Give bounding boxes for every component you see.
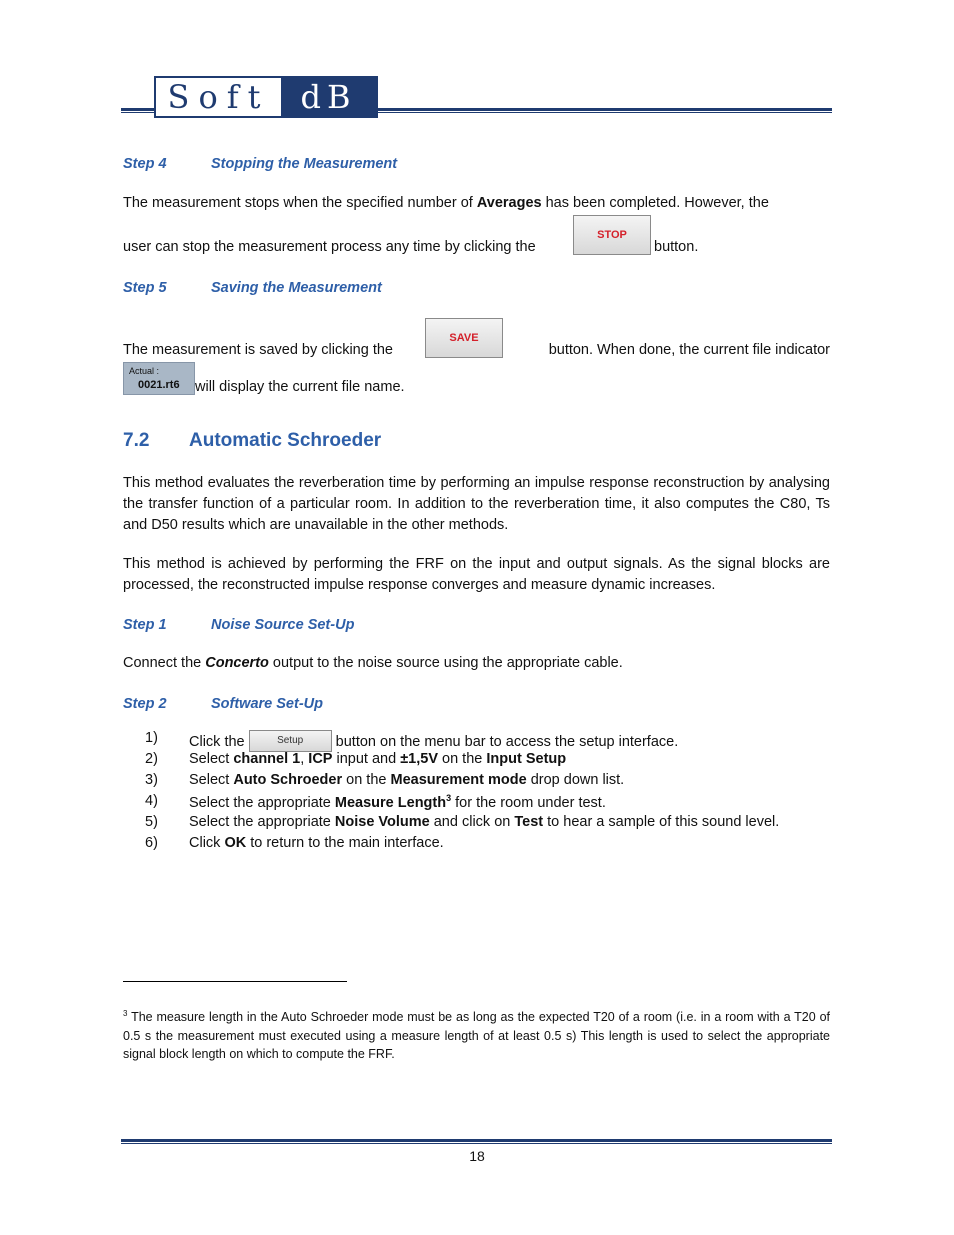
paragraph-1: This method evaluates the reverberation time by performing an impulse response reconstruction by analysing the transfer function of a particular room. In addition to the reverberation time, it also computes the C80, Ts and D50 results which are unavailable in the other methods.	[123, 475, 830, 533]
step1-label: Step 1	[123, 617, 167, 633]
section-number: 7.2	[123, 430, 150, 451]
step4-para-line1	[123, 195, 830, 211]
logo-db: dB	[281, 78, 376, 116]
step5-para-line2: Actual : 0021.rt6 will display the current file name.	[123, 362, 830, 396]
step5-label: Step 5	[123, 280, 167, 296]
text: The measurement stops when the specified number of Averages has been completed. However, the	[123, 195, 769, 211]
step5-para-line1: The measurement is saved by clicking the SAVE button. When done, the current file indicator	[123, 318, 830, 360]
step4-label: Step 4	[123, 156, 167, 172]
current-file-indicator: Actual : 0021.rt6	[123, 362, 195, 395]
logo-soft: Soft	[167, 78, 270, 116]
step4-heading	[123, 156, 398, 172]
footnote-ref: 3	[446, 793, 452, 803]
section-heading	[123, 430, 382, 452]
step5-title: Saving the Measurement	[211, 280, 382, 296]
softdb-logo	[154, 76, 378, 118]
step1-heading	[123, 617, 355, 633]
paragraph-2: This method is achieved by performing the FRF on the input and output signals. As the signal blocks are processed, the reconstructed impulse response converges and measure dynamic increases.	[123, 556, 830, 593]
save-button[interactable]: SAVE	[425, 318, 503, 358]
step1-para: Connect the Concerto output to the noise source using the appropriate cable.	[123, 655, 623, 671]
page-number: 18	[469, 1148, 485, 1164]
footer-rule-bottom	[121, 1143, 832, 1144]
setup-button[interactable]: Setup	[249, 730, 332, 752]
stop-button[interactable]: STOP	[573, 215, 651, 255]
footer-rule-top	[121, 1139, 832, 1142]
step5-heading	[123, 280, 382, 296]
step2-label: Step 2	[123, 696, 167, 712]
section-title: Automatic Schroeder	[189, 430, 382, 451]
footnote-separator	[123, 981, 347, 982]
footnote: $^3$ The measure length in the Auto Schroeder mode must be as long as the expected T20 of a room (i.e. in a room with a T20 of 0.5 s the measurement must executed using a measure length of at least 0.5 s) This length is used to select the appropriate signal block length on which to compute the FRF.	[123, 1009, 830, 1062]
step2-heading	[123, 696, 323, 712]
step4-title: Stopping the Measurement	[211, 156, 398, 172]
step1-title: Noise Source Set-Up	[211, 617, 355, 633]
step2-title: Software Set-Up	[211, 696, 323, 712]
footnote-mark: 3	[123, 1009, 128, 1018]
